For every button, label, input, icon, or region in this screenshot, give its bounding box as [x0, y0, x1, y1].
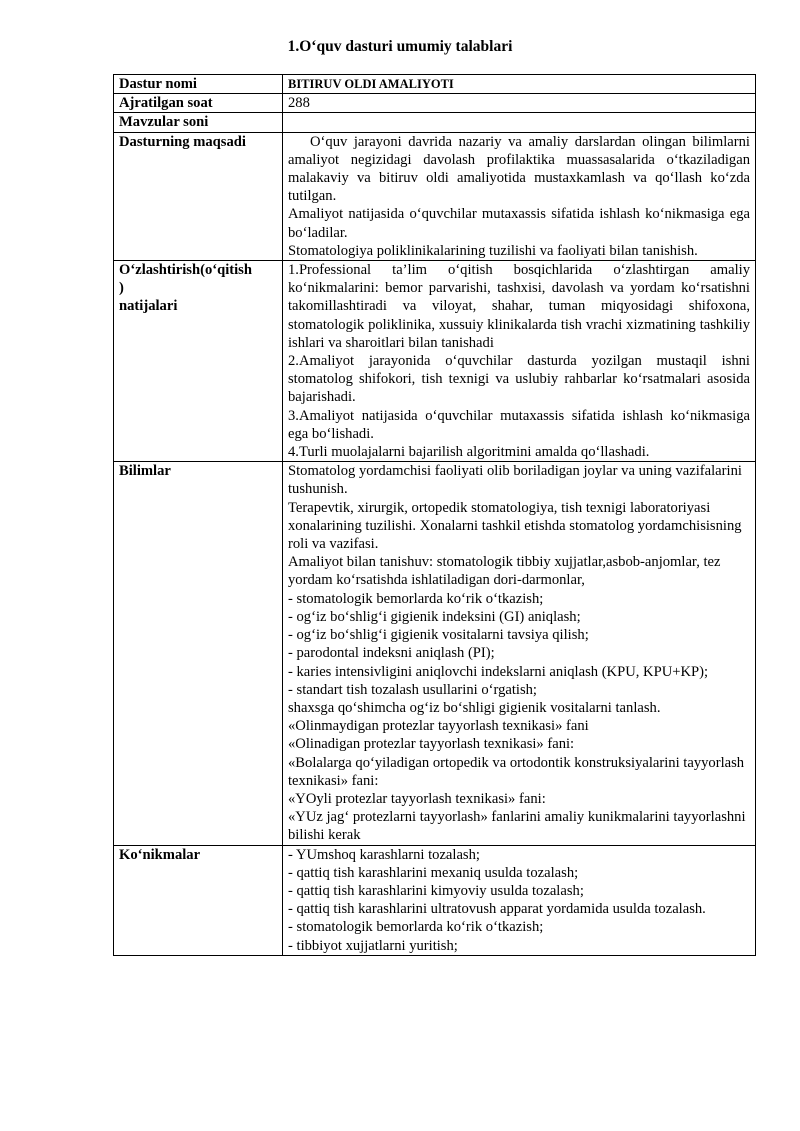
- knowledge-line: «Bolalarga qo‘yiladigan ortopedik va ortodontik konstruksiyalarini tayyorlash texnikasi» fani:: [288, 754, 745, 789]
- skills-list-item: - qattiq tish karashlarini ultratovush apparat yordamida usulda tozalash.: [288, 901, 706, 918]
- outcomes-label-text: O‘zlashtirish(o‘qitish ) natijalari: [119, 262, 252, 315]
- outcome-paragraph: 3.Amaliyot natijasida o‘quvchilar mutaxassis sifatida ishlash ko‘nikmasiga ega bo‘lishadi.: [288, 407, 750, 442]
- row-label-topics-count: Mavzular soni: [114, 113, 283, 132]
- table-row: [114, 75, 756, 94]
- requirements-table: [113, 74, 756, 956]
- goal-paragraph: Stomatologiya poliklinikalarining tuzilishi va faoliyati bilan tanishish.: [288, 242, 698, 259]
- knowledge-line: «YOyli protezlar tayyorlash texnikasi» fani:: [288, 790, 546, 807]
- skills-list-item: - stomatologik bemorlarda ko‘rik o‘tkazish;: [288, 919, 544, 936]
- table-row: [114, 113, 756, 132]
- knowledge-line: Terapevtik, xirurgik, ortopedik stomatologiya, tish texnigi laboratoriyasi xonalarining tuzilishi. Xonalarni tashkil etishda stomatolog yordamchisisning roli va vazifasi.: [288, 499, 742, 553]
- knowledge-list-item: - og‘iz bo‘shlig‘i gigienik vositalarni tavsiya qilish;: [288, 627, 589, 644]
- goal-paragraph: O‘quv jarayoni davrida nazariy va amaliy darslardan olingan bilimlarni amaliyot negizidagi davolash profilaktika muassasalarida o‘tkaziladigan malakaviy va bitiruv oldi amaliyotida mustaxkamlash va qo‘llash ko‘zda tutilgan.: [288, 133, 750, 205]
- row-value-skills: [283, 845, 756, 955]
- skills-list-item: - YUmshoq karashlarni tozalash;: [288, 846, 480, 863]
- knowledge-line: «Olinadigan protezlar tayyorlash texnikasi» fani:: [288, 736, 575, 753]
- table-row: [114, 94, 756, 113]
- outcome-paragraph: 2.Amaliyot jarayonida o‘quvchilar dasturda yozilgan mustaqil ishni stomatolog shifokori, tish texnigi va uslubiy rahbarlar ko‘rsatmalari asosida bajarishadi.: [288, 353, 750, 406]
- knowledge-list-item: - karies intensivligini aniqlovchi indekslarni aniqlash (KPU, KPU+KP);: [288, 663, 709, 680]
- table-row: [114, 132, 756, 260]
- page-title: 1.O‘quv dasturi umumiy talablari: [287, 38, 513, 55]
- knowledge-line: Stomatolog yordamchisi faoliyati olib boriladigan joylar va uning vazifalarini tushunish.: [288, 463, 742, 498]
- row-label-skills: Ko‘nikmalar: [114, 845, 283, 955]
- row-value-topics-count: [283, 113, 756, 132]
- row-value-knowledge: [283, 462, 756, 845]
- row-label-hours: Ajratilgan soat: [114, 94, 283, 113]
- program-name-value: BITIRUV OLDI AMALIYOTI: [288, 77, 454, 91]
- knowledge-list-item: - og‘iz bo‘shlig‘i gigienik indeksini (GI) aniqlash;: [288, 608, 581, 625]
- skills-list-item: - tibbiyot xujjatlarni yuritish;: [288, 937, 458, 954]
- row-value-outcomes: [283, 261, 756, 462]
- table-row: [114, 845, 756, 955]
- knowledge-line: «Olinmaydigan protezlar tayyorlash texnikasi» fani: [288, 718, 589, 735]
- knowledge-list-item: - stomatologik bemorlarda ko‘rik o‘tkazish;: [288, 590, 544, 607]
- knowledge-list-item: - parodontal indeksni aniqlash (PI);: [288, 645, 495, 662]
- row-value-hours: 288: [283, 94, 756, 113]
- skills-list-item: - qattiq tish karashlarini mexaniq usulda tozalash;: [288, 864, 579, 881]
- table-row: [114, 261, 756, 462]
- row-label-outcomes: [114, 261, 283, 462]
- table-row: [114, 462, 756, 845]
- row-value-goal: [283, 132, 756, 260]
- outcome-paragraph: 4.Turli muolajalarni bajarilish algoritmini amalda qo‘llashadi.: [288, 444, 650, 461]
- knowledge-line: shaxsga qo‘shimcha og‘iz bo‘shligi gigienik vositalarni tanlash.: [288, 699, 661, 716]
- knowledge-list-item: - standart tish tozalash usullarini o‘rgatish;: [288, 681, 537, 698]
- outcome-paragraph: 1.Professional ta’lim o‘qitish bosqichlarida o‘zlashtirgan amaliy ko‘nikmalarini: bemor parvarishi, tashxisi, davolash va yordam ko‘rsatishni takomillashtiradi va viloyat, shahar, tuman miqyosidagi shifoxona, stomatologik poliklinika, xussuiy klinikalarda tish vrachi xizmatining tashkiliy ishlari va sharoitlari bilan tanishadi: [288, 262, 750, 351]
- row-label-program-name: Dastur nomi: [114, 75, 283, 94]
- row-value-program-name: [283, 75, 756, 94]
- row-label-goal: Dasturning maqsadi: [114, 132, 283, 260]
- knowledge-line: Amaliyot bilan tanishuv: stomatologik tibbiy xujjatlar,asbob-anjomlar, tez yordam ko‘rsatishda ishlatiladigan dori-darmonlar,: [288, 554, 721, 589]
- goal-paragraph: Amaliyot natijasida o‘quvchilar mutaxassis sifatida ishlash ko‘nikmasiga ega bo‘ladilar.: [288, 206, 750, 241]
- knowledge-line: «YUz jag‘ protezlarni tayyorlash» fanlarini amaliy kunikmalarini tayyorlashni bilishi kerak: [288, 809, 746, 844]
- skills-list-item: - qattiq tish karashlarini kimyoviy usulda tozalash;: [288, 882, 584, 899]
- row-label-knowledge: Bilimlar: [114, 462, 283, 845]
